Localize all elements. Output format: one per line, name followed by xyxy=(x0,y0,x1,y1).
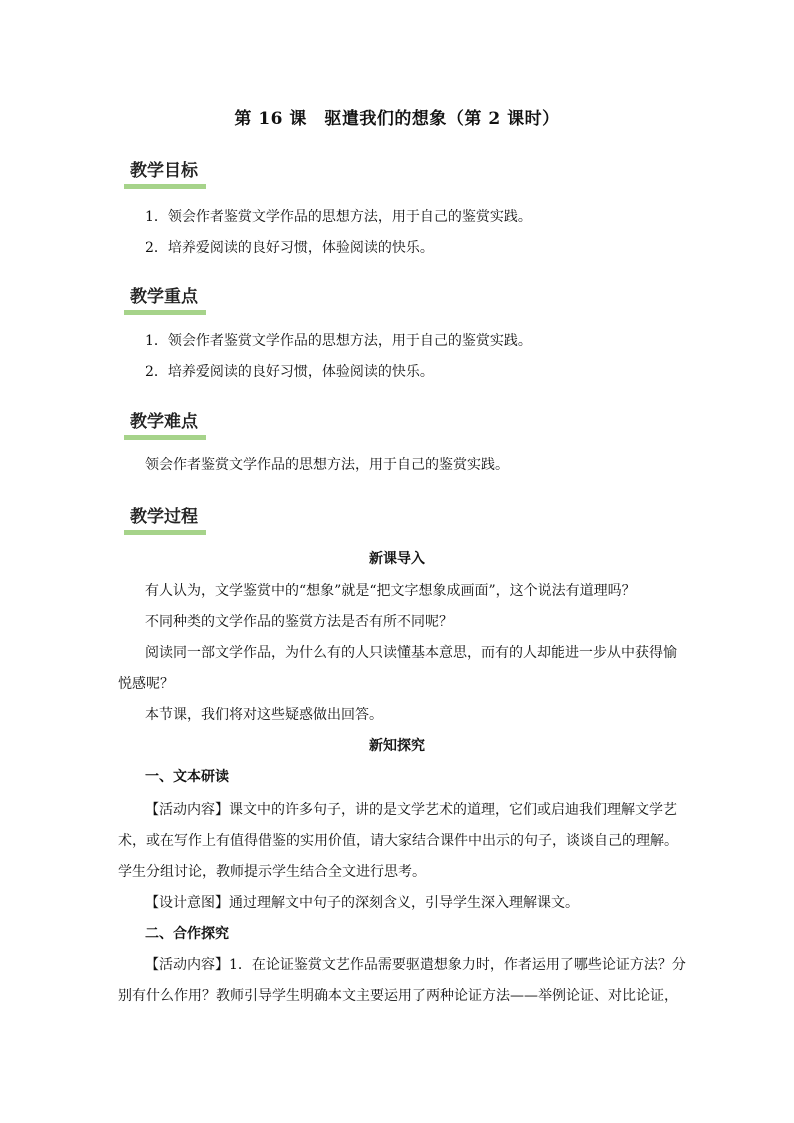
intro-line-3-text: 阅读同一部文学作品，为什么有的人只读懂基本意思，而有的人却能进一步从中获得愉 xyxy=(145,645,677,661)
intro-line-1: 有人认为，文学鉴赏中的“想象”就是“把文字想象成画面”，这个说法有道理吗？ xyxy=(145,583,636,599)
part2-line-1 xyxy=(145,955,686,975)
part1-line-3: 学生分组讨论，教师提示学生结合全文进行思考。 xyxy=(118,864,426,880)
goal-item-1: 1．领会作者鉴赏文学作品的思想方法，用于自己的鉴赏实践。 xyxy=(145,209,532,225)
intro-line-2: 不同种类的文学作品的鉴赏方法是否有所不同呢？ xyxy=(145,614,453,630)
key-point-item-2: 2．培养爱阅读的良好习惯，体验阅读的快乐。 xyxy=(145,364,434,380)
part1-line-1-text: 【活动内容】课文中的许多句子，讲的是文学艺术的道理，它们或启迪我们理解文学艺 xyxy=(145,802,677,818)
part1-title: 一、文本研读 xyxy=(145,769,229,785)
section-heading-difficulties: 教学难点 xyxy=(124,409,206,440)
section-heading-key-points: 教学重点 xyxy=(124,284,206,315)
part1-line-4: 【设计意图】通过理解文中句子的深刻含义，引导学生深入理解课文。 xyxy=(145,895,579,911)
part1-line-2-text: 术，或在写作上有值得借鉴的实用价值，请大家结合课件中出示的句子，谈谈自己的理解。 xyxy=(118,833,678,849)
subheading-intro: 新课导入 xyxy=(369,551,425,567)
subheading-explore: 新知探究 xyxy=(369,738,425,754)
part2-line-2 xyxy=(118,986,678,1006)
difficulty-text: 领会作者鉴赏文学作品的思想方法，用于自己的鉴赏实践。 xyxy=(145,457,509,473)
part1-line-1 xyxy=(145,800,677,820)
goal-item-2: 2．培养爱阅读的良好习惯，体验阅读的快乐。 xyxy=(145,240,434,256)
page-title: 第 16 课 驱遣我们的想象（第 2 课时） xyxy=(234,109,560,129)
intro-line-4: 悦感呢？ xyxy=(118,676,174,692)
section-heading-process: 教学过程 xyxy=(124,504,206,535)
part2-title: 二、合作探究 xyxy=(145,926,229,942)
section-heading-goals: 教学目标 xyxy=(124,158,206,189)
intro-line-3 xyxy=(145,643,677,663)
key-point-item-1: 1．领会作者鉴赏文学作品的思想方法，用于自己的鉴赏实践。 xyxy=(145,333,532,349)
part1-line-2 xyxy=(118,831,678,851)
intro-line-5: 本节课，我们将对这些疑惑做出回答。 xyxy=(145,707,383,723)
part2-line-2-text: 别有什么作用？教师引导学生明确本文主要运用了两种论证方法——举例论证、对比论证， xyxy=(118,988,678,1004)
part2-line-1-text: 【活动内容】1．在论证鉴赏文艺作品需要驱遣想象力时，作者运用了哪些论证方法？分 xyxy=(145,957,686,973)
